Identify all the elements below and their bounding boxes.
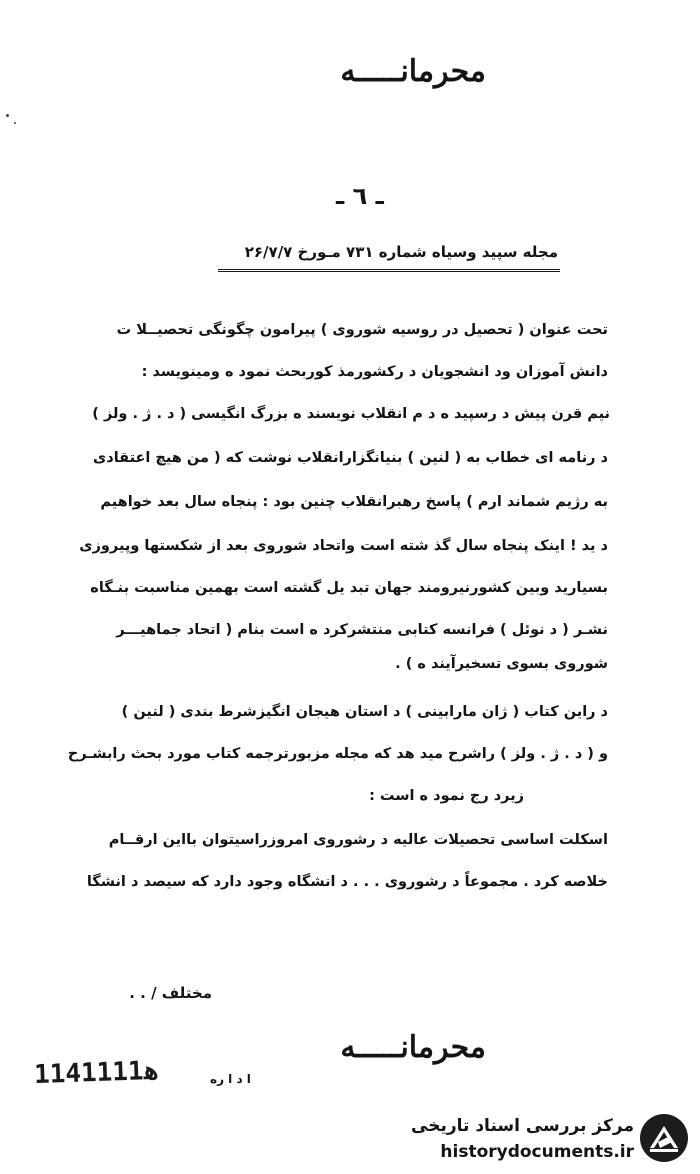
document-number-stamp: ﻫ1141111: [33, 1055, 160, 1091]
body-line: نشـر ( د نوئل ) فرانسه کتابی منتشرکرد ه است بنام ( اتحاد جماهیـــر: [116, 622, 608, 638]
stamp-label: ا د ا ره: [210, 1072, 251, 1086]
document-heading: مجله سپید وسیاه شماره ۷۳۱ مـورخ ۲۶/۷/۷: [244, 243, 558, 261]
body-line: نیم قرن پیش د رسپید ه د م انقلاب نویسند ه بزرگ انگیسی ( د . ژ . ولز ): [92, 406, 610, 422]
body-line: خلاصه کرد . مجموعاً د رشوروی . . . د انشگاه وجود دارد که سیصد د انشگا: [86, 874, 608, 890]
body-line: به رژیم شماند ارم ) پاسخ رهبرانقلاب چنین بود : پنجاه سال بعد خواهیم: [100, 494, 608, 510]
scan-speck: [14, 122, 16, 124]
body-line: بسیارید وبین کشورنیرومند جهان تبد یل گشته است بهمین مناسبت بنـگاه: [90, 580, 608, 596]
archive-watermark: [412, 1110, 696, 1170]
body-line: و ( د . ژ . ولز ) راشرح مید هد که مجله مزبورترجمه کتاب مورد بحث رابشـرح: [67, 746, 608, 762]
archive-name: مرکز بررسی اسناد تاریخی: [411, 1116, 634, 1136]
classification-header: محرمانـــــه: [340, 54, 486, 89]
body-line: زیرد رج نمود ه است :: [369, 788, 524, 804]
continuation-note: مختلف / . .: [129, 984, 212, 1002]
body-line: تحت عنوان ( تحصیل در روسیه شوروی ) پیرامون چگونگی تحصیــلا ت: [116, 322, 608, 338]
heading-underline: [218, 269, 560, 272]
archive-url: historydocuments.ir: [440, 1142, 634, 1162]
body-line: شوروی بسوی تسخیرآیند ه ) .: [395, 656, 608, 672]
body-line: د رنامه ای خطاب به ( لنین ) بنیانگزارانقلاب نوشت که ( من هیچ اعتقادی: [92, 450, 608, 466]
classification-footer: محرمانـــــه: [340, 1030, 486, 1065]
body-line: د ید ! اینک پنجاه سال گذ شته است واتحاد شوروی بعد از شکستها وپیروزی: [79, 538, 608, 554]
body-line: د راین کتاب ( ژان مارابینی ) د استان هیجان انگیزشرط بندی ( لنین ): [121, 704, 608, 720]
body-line: اسکلت اساسی تحصیلات عالیه د رشوروی امروزراسیتوان بااین ارقــام: [108, 832, 608, 848]
page-number: ـ ٦ ـ: [336, 182, 384, 210]
body-line: دانش آموزان ود انشجویان د رکشورمذ کوربحث نمود ه ومینویسد :: [141, 364, 608, 380]
archive-book-icon: [638, 1112, 690, 1164]
scan-speck: [6, 114, 9, 117]
